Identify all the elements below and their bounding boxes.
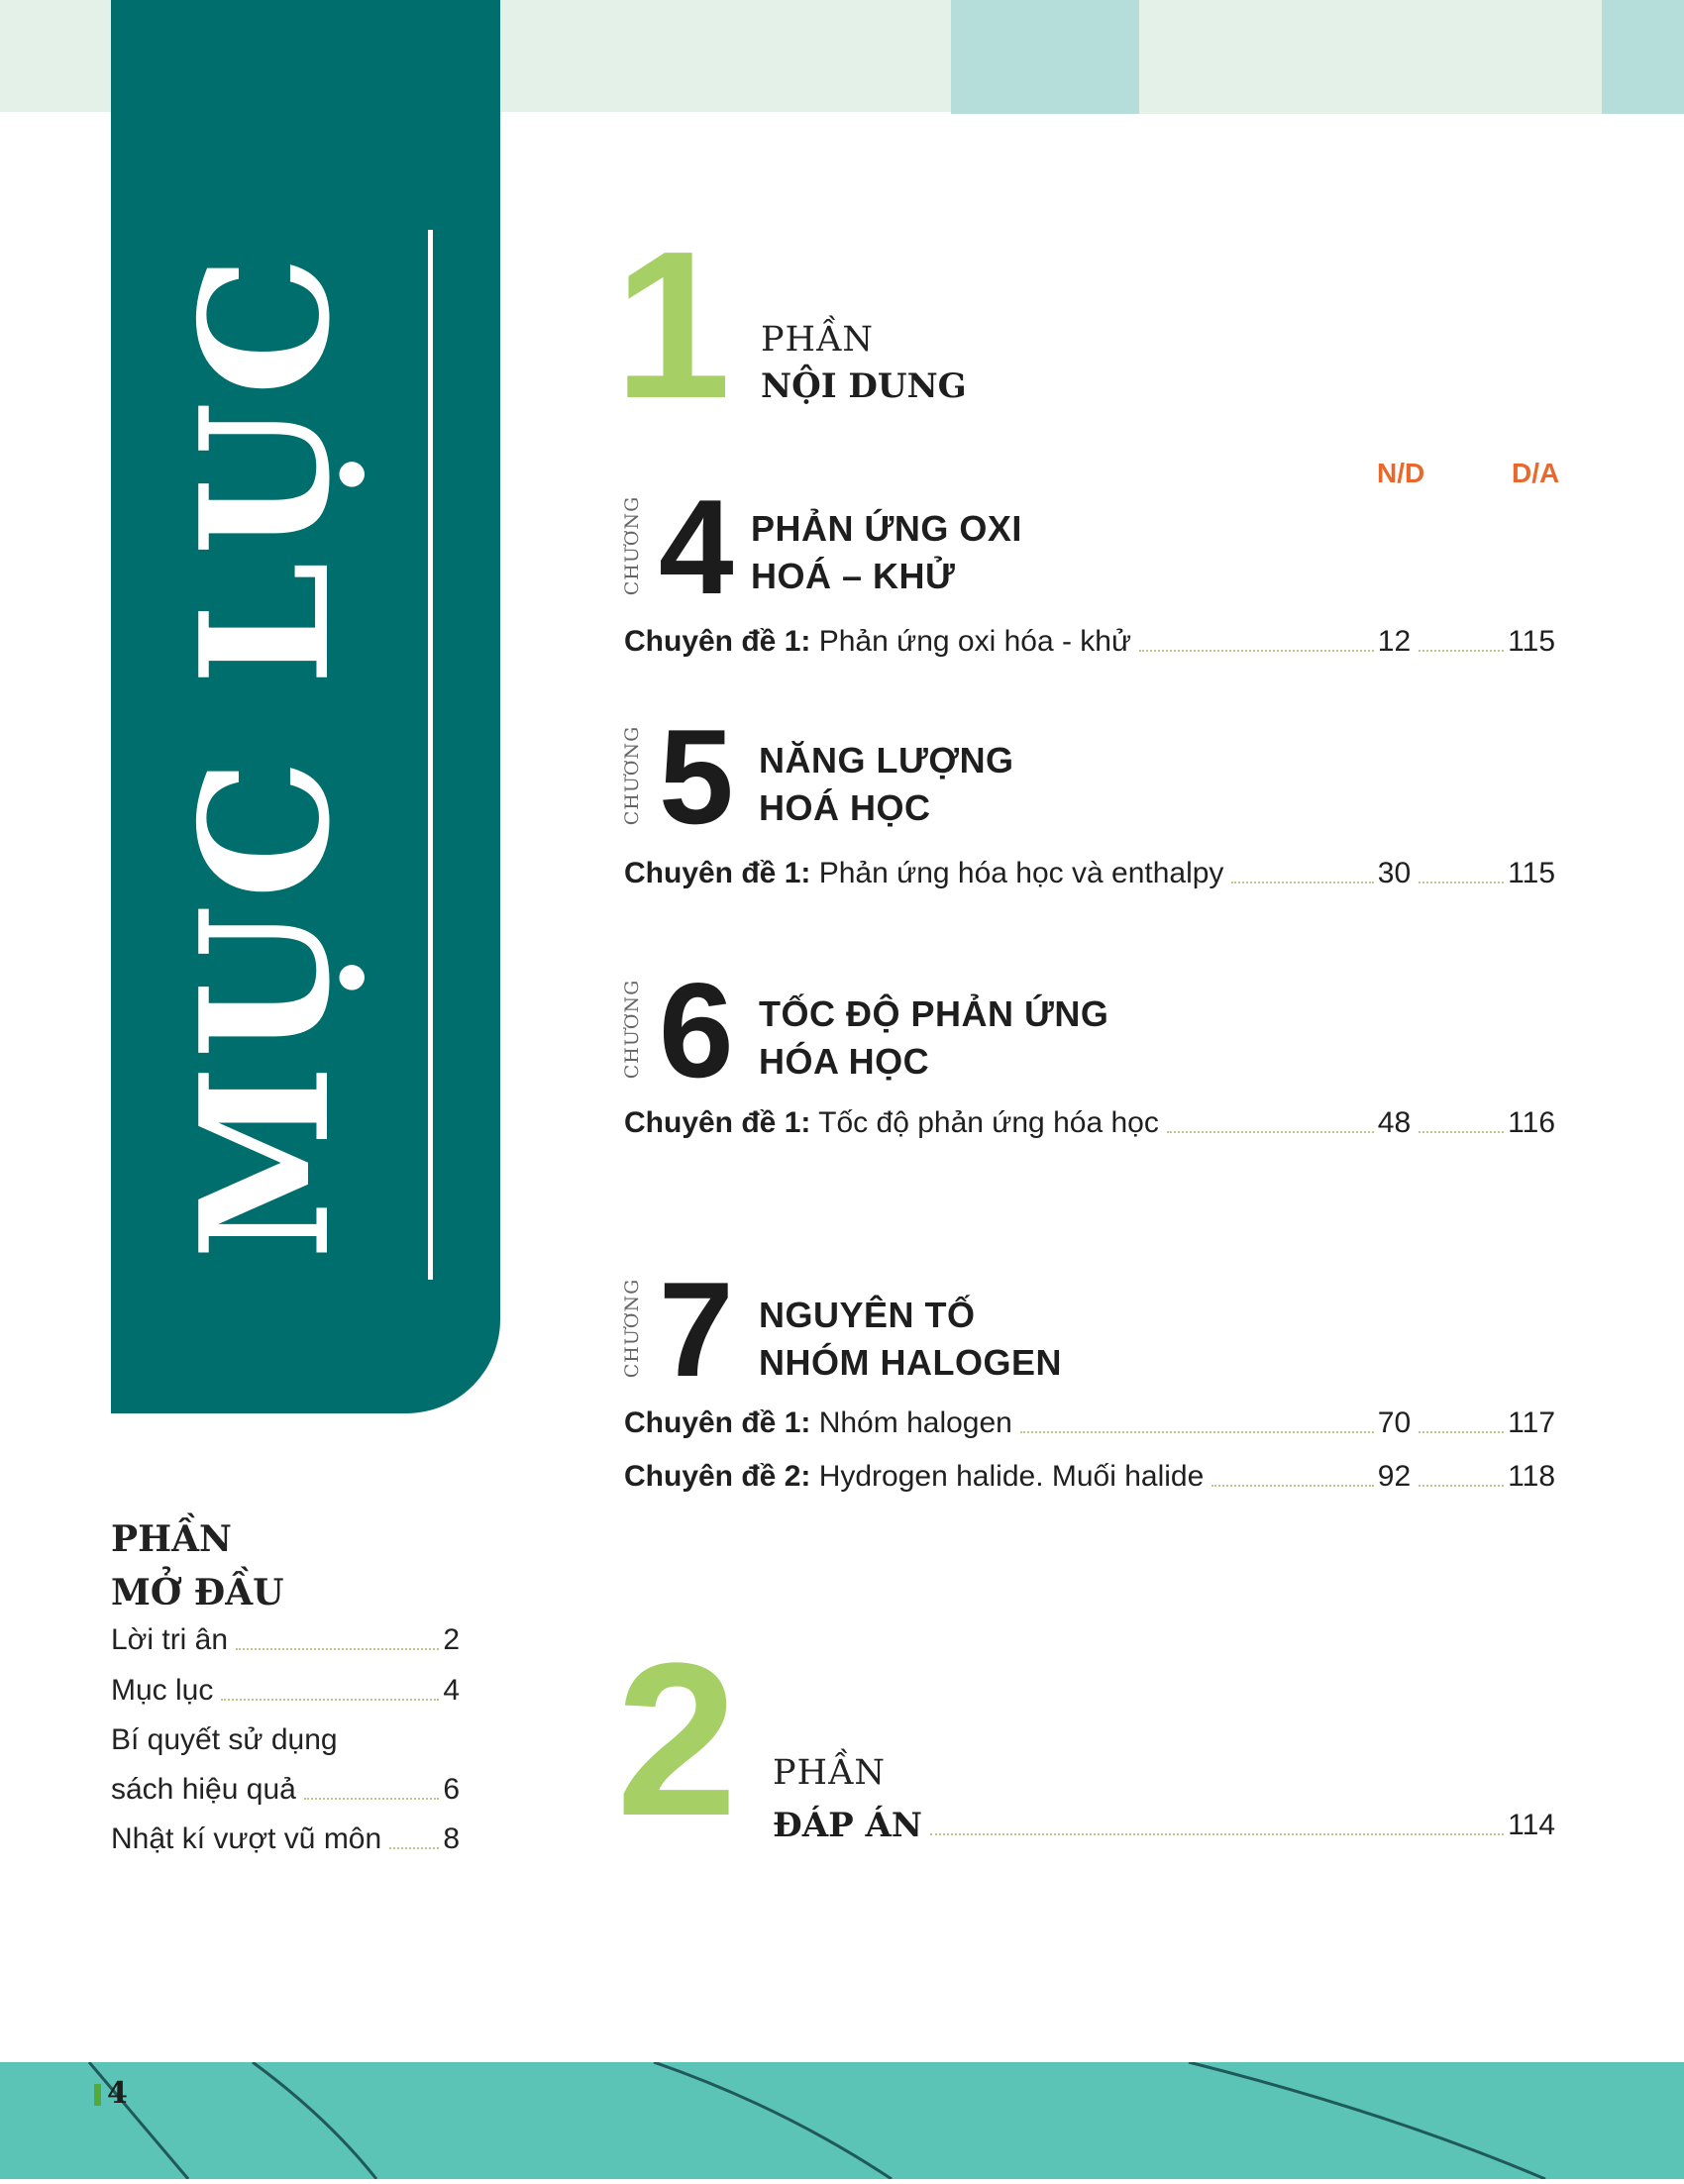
leader-dots	[1139, 650, 1374, 652]
leader-dots	[304, 1798, 440, 1800]
leader-dots	[1419, 1131, 1504, 1133]
chapter-4-title-line1: PHẢN ỨNG OXI	[751, 508, 1022, 549]
topic-prefix: Chuyên đề 2:	[624, 1460, 811, 1493]
intro-item-label: sách hiệu quả	[111, 1773, 296, 1806]
intro-title	[111, 1512, 284, 1619]
leader-dots	[930, 1833, 1504, 1835]
topic-row[interactable]	[624, 852, 1555, 891]
sidebar-divider	[428, 230, 433, 1280]
topic-text: Hydrogen halide. Muối halide	[810, 1460, 1205, 1493]
bottom-decoration-band	[0, 2062, 1684, 2179]
part-1-number: 1	[614, 207, 731, 442]
chapter-label: CHƯƠNG	[621, 495, 643, 596]
topic-row[interactable]	[624, 1455, 1555, 1495]
chapter-7-number: 7	[659, 1254, 734, 1404]
topic-page-da: 118	[1508, 1460, 1555, 1493]
leader-dots	[1419, 650, 1504, 652]
chapter-6-title-line1: TỐC ĐỘ PHẢN ỨNG	[759, 993, 1109, 1034]
intro-item-page: 8	[443, 1822, 460, 1855]
intro-title-line2: MỞ ĐẦU	[111, 1572, 284, 1613]
topic-page-da: 117	[1508, 1406, 1555, 1439]
leader-dots	[236, 1648, 439, 1650]
chapter-5-title-line2: HOÁ HỌC	[759, 787, 931, 828]
intro-item-page: 6	[443, 1773, 460, 1806]
part-2-kicker: PHẦN	[773, 1753, 886, 1793]
chapter-5-title-line1: NĂNG LƯỢNG	[759, 740, 1014, 780]
leader-dots	[1419, 1431, 1504, 1433]
topic-prefix: Chuyên đề 1:	[624, 1106, 811, 1139]
topic-text: Phản ứng oxi hóa - khử	[810, 625, 1132, 658]
intro-item[interactable]	[111, 1818, 460, 1857]
bottom-decoration-lines	[0, 2062, 1684, 2179]
intro-item[interactable]	[111, 1768, 460, 1808]
topic-row[interactable]	[624, 1402, 1555, 1441]
chapter-7-title-line1: NGUYÊN TỐ	[759, 1295, 976, 1335]
page-number: 4	[107, 2076, 128, 2111]
column-header-nd: N/D	[1377, 458, 1425, 488]
intro-item[interactable]	[111, 1618, 460, 1658]
topic-prefix: Chuyên đề 1:	[624, 1406, 811, 1439]
part-2-title: ĐÁP ÁN	[773, 1806, 922, 1845]
top-decoration-block	[1602, 0, 1684, 114]
chapter-4-title-line2: HOÁ – KHỬ	[751, 556, 956, 596]
chapter-5-number: 5	[659, 701, 734, 852]
topic-page-da: 116	[1508, 1106, 1555, 1139]
column-header-da: D/A	[1512, 458, 1560, 488]
chapter-4-number: 4	[659, 471, 734, 622]
chapter-label: CHƯƠNG	[621, 1278, 643, 1379]
leader-dots	[1020, 1431, 1374, 1433]
part-1-kicker: PHẦN	[761, 320, 874, 360]
intro-item-page: 2	[443, 1623, 460, 1656]
topic-page-da: 115	[1508, 857, 1555, 889]
page-number-marker	[94, 2084, 101, 2106]
topic-text: Phản ứng hóa học và enthalpy	[810, 857, 1224, 889]
sidebar-title-wrap	[160, 230, 370, 1280]
leader-dots	[1419, 882, 1504, 884]
part-2-row[interactable]	[773, 1798, 1555, 1843]
part-1-title: NỘI DUNG	[761, 366, 967, 406]
topic-row[interactable]	[624, 1101, 1555, 1141]
topic-page-nd: 48	[1377, 1106, 1412, 1139]
intro-item-label: Nhật kí vượt vũ môn	[111, 1822, 382, 1855]
intro-item[interactable]	[111, 1669, 460, 1709]
leader-dots	[1211, 1485, 1374, 1487]
topic-page-nd: 70	[1377, 1406, 1412, 1439]
topic-prefix: Chuyên đề 1:	[624, 625, 811, 658]
topic-page-nd: 30	[1377, 857, 1412, 889]
topic-row[interactable]	[624, 620, 1555, 660]
part-2-page: 114	[1508, 1809, 1555, 1841]
chapter-6-title-line2: HÓA HỌC	[759, 1041, 930, 1082]
top-decoration-block	[1139, 0, 1634, 114]
leader-dots	[221, 1699, 439, 1701]
intro-item-page: 4	[443, 1674, 460, 1707]
topic-text: Nhóm halogen	[810, 1406, 1012, 1439]
intro-item-label: Bí quyết sử dụng	[111, 1723, 338, 1756]
leader-dots	[1167, 1131, 1374, 1133]
intro-item-label: Lời tri ân	[111, 1623, 229, 1656]
chapter-label: CHƯƠNG	[621, 725, 643, 826]
sidebar-title: MỤC LỤC	[161, 250, 368, 1260]
chapter-6-number: 6	[659, 955, 734, 1105]
intro-item[interactable]	[111, 1718, 460, 1758]
leader-dots	[389, 1847, 439, 1849]
chapter-7-title-line2: NHÓM HALOGEN	[759, 1342, 1062, 1383]
topic-page-da: 115	[1508, 625, 1555, 658]
intro-item-label: Mục lục	[111, 1674, 214, 1707]
intro-title-line1: PHẦN	[111, 1518, 232, 1560]
leader-dots	[1231, 882, 1373, 884]
topic-text: Tốc độ phản ứng hóa học	[810, 1106, 1159, 1139]
part-2-number: 2	[616, 1617, 738, 1861]
topic-page-nd: 92	[1377, 1460, 1412, 1493]
topic-prefix: Chuyên đề 1:	[624, 857, 811, 889]
chapter-label: CHƯƠNG	[621, 979, 643, 1080]
topic-page-nd: 12	[1377, 625, 1412, 658]
leader-dots	[1419, 1485, 1504, 1487]
